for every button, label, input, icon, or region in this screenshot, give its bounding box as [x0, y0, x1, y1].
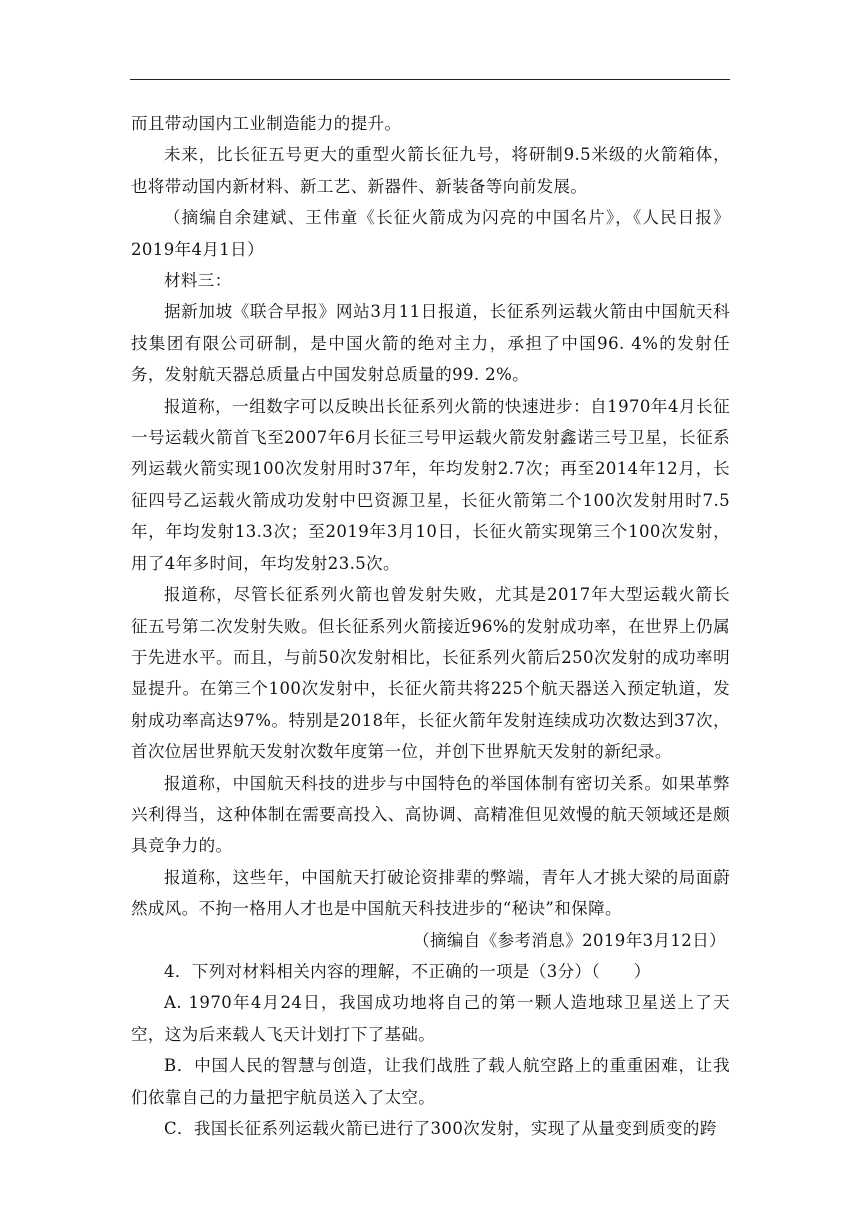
paragraph-continuation: 而且带动国内工业制造能力的提升。	[131, 114, 402, 133]
paragraph-report-talent: 报道称，这些年，中国航天打破论资排辈的弊端，青年人才挑大梁的局面蔚然成风。不拘一格用人才也是中国航天科技进步的“秘诀”和保障。	[131, 867, 730, 919]
source-citation-1: （摘编自余建斌、王伟童《长征火箭成为闪亮的中国名片》，《人民日报》2019年4月1日）	[131, 208, 730, 259]
material-three-heading: 材料三：	[164, 271, 232, 291]
header-rule	[130, 79, 730, 80]
question-4-option-b: B．中国人民的智慧与创造，让我们战胜了载人航空路上的重重困难，让我们依靠自己的力量把宇航员送入了太空。	[131, 1056, 730, 1107]
paragraph-report-system: 报道称，中国航天科技的进步与中国特色的举国体制有密切关系。如果革弊兴利得当，这种体制在需要高投入、高协调、高精准但见效慢的航天领域还是颇具竞争力的。	[131, 773, 730, 856]
question-4-stem: 4．下列对材料相关内容的理解，不正确的一项是（3分）（ ）	[164, 961, 651, 981]
source-citation-2: （摘编自《参考消息》2019年3月12日）	[413, 930, 726, 950]
paragraph-future-rocket: 未来，比长征五号更大的重型火箭长征九号，将研制9.5米级的火箭箱体，也将带动国内新材料、新工艺、新器件、新装备等向前发展。	[131, 145, 730, 196]
article-body	[131, 108, 730, 1144]
question-4-option-c: C．我国长征系列运载火箭已进行了300次发射，实现了从量变到质变的跨	[164, 1119, 717, 1138]
paragraph-report-numbers: 报道称，一组数字可以反映出长征系列火箭的快速进步：自1970年4月长征一号运载火箭首飞至2007年6月长征三号甲运载火箭发射鑫诺三号卫星，长征系列运载火箭实现100次发射用时37年，年均发射2.7次；再至2014年12月，长征四号乙运载火箭成功发射中巴资源卫星，长征火箭第二个100次发射用时7.5年，年均发射13.3次；至2019年3月10日，长征火箭实现第三个100次发射，用了4年多时间，年均发射23.5次。	[131, 396, 730, 573]
question-4-option-a: A. 1970年4月24日，我国成功地将自己的第一颗人造地球卫星送上了天空，这为后来载人飞天计划打下了基础。	[131, 993, 730, 1044]
paragraph-report-success-rate: 报道称，尽管长征系列火箭也曾发射失败，尤其是2017年大型运载火箭长征五号第二次发射失败。但长征系列火箭接近96%的发射成功率，在世界上仍属于先进水平。而且，与前50次发射相比，长征系列火箭后250次发射的成功率明显提升。在第三个100次发射中，长征火箭共将225个航天器送入预定轨道，发射成功率高达97%。特别是2018年，长征火箭年发射连续成功次数达到37次，首次位居世界航天发射次数年度第一位，并创下世界航天发射的新纪录。	[131, 585, 730, 762]
paragraph-report-intro: 据新加坡《联合早报》网站3月11日报道，长征系列运载火箭由中国航天科技集团有限公司研制，是中国火箭的绝对主力，承担了中国96. 4%的发射任务，发射航天器总质量占中国发射总质量的99. 2%。	[131, 302, 730, 385]
